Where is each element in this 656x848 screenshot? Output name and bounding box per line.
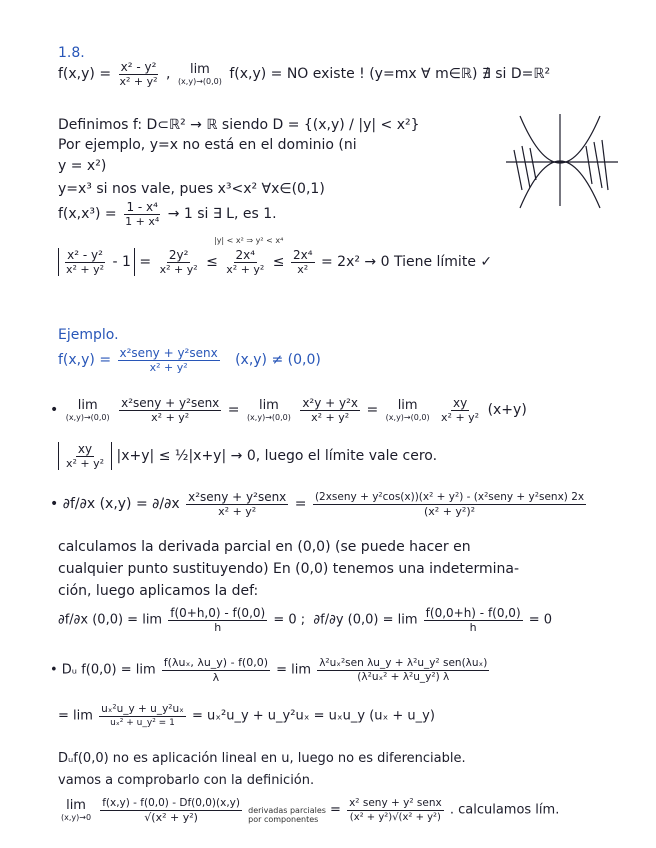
partials-note: derivadas parciales por componentes [248,806,326,824]
example-text-3: y=x³ si nos vale, pues x³<x² ∀x∈(0,1) [58,181,325,197]
limit-computation: • lim (x,y)→(0,0) $\frac{\text{x²seny + y²senx}}{\text{x² + y²}}$ = lim (x,y)→(0,0) $\frac{\text{x²y + y²x}}{\text{x² + y²}}$ = lim (x,y)→(0,0) $\frac{xy}{\text{x² + y²}}$ (x+y) [50,396,527,424]
inequality-note: |y| < x² ⇒ y² < x⁴ [214,236,284,245]
explanation-1: calculamos la derivada parcial en (0,0) (se puede hacer en [58,539,471,555]
differentiability-limit: lim (x,y)→0 $\frac{f(x,y) - f(0,0) - Df(0,0)(x,y)}{\text{√(x² + y²)}}$ derivadas parciales por componentes = $\frac{\text{x² seny + y² senx}}{\text{(x² + y²)√(x² + y²)}}$ . calculamos lím. [61,797,560,824]
example-heading: Ejemplo. [58,327,119,343]
partials-at-origin: ∂f/∂x (0,0) = lim $\frac{f(0+h,0) - f(0,0)}{h}$ = 0 ; ∂f/∂y (0,0) = lim $\frac{f(0,0+h) - f(0,0)}{h}$ = 0 [58,606,553,634]
example-function: f(x,y) = $\frac{\text{x²seny + y²senx}}{\text{x² + y²}}$ (x,y) ≠ (0,0) [58,346,321,374]
domain-definition: Definimos f: D⊂ℝ² → ℝ siendo D = {(x,y) / |y| < x²} [58,117,420,133]
definition-line-1: f(x,y) = $\frac{\text{x² - y²}}{\text{x² + y²}}$ , lim (x,y)→(0,0) f(x,y) = NO existe ! (y=mx ∀ m∈ℝ) ∄ si D=ℝ² [58,60,551,88]
limit-along-curve: f(x,x³) = $\frac{\text{1 - x⁴}}{\text{1 + x⁴}}$ → 1 si ∃ L, es 1. [58,200,277,228]
conclusion-not-differentiable: Dᵤf(0,0) no es aplicación lineal en u, luego no es diferenciable. [58,751,466,766]
directional-derivative: • Dᵤ f(0,0) = lim $\frac{\text{f(λuₓ, λu\_y) - f(0,0)}}{\lambda}$ = lim $\frac{\text{λ²uₓ²sen λu\_y + λ²u\_y² sen(λuₓ)}}{\text{(λ²uₓ² + λ²u\_y²) λ}}$ [50,656,488,684]
example-text-2: y = x²) [58,158,107,174]
section-number: 1.8. [58,45,85,61]
example-text-1: Por ejemplo, y=x no está en el dominio (ni [58,137,357,153]
partial-derivative-formula: • ∂f/∂x (x,y) = ∂/∂x $\frac{\text{x²seny + y²senx}}{\text{x² + y²}}$ = $\frac{\text{(2xseny + y²cos(x))(x² + y²) - (x²seny + y²senx) 2x}}{\text{(x² + y²)²}}$ [50,490,585,518]
bound-inequality: $\frac{\text{x² - y²}}{\text{x² + y²}}$ - 1 = $\frac{\text{2y²}}{\text{x² + y²}}$ ≤ $\frac{\text{2x⁴}}{\text{x² + y²}}$ ≤ $\frac{\text{2x⁴}}{\text{x²}}$ = 2x² → 0 Tiene límite ✓ [58,248,492,276]
explanation-3: ción, luego aplicamos la def: [58,583,259,599]
limit-bound: $\frac{xy}{\text{x² + y²}}$ |x+y| ≤ ½|x+y| → 0, luego el límite vale cero. [58,442,437,470]
parabola-sketch [502,110,622,210]
directional-derivative-result: = lim $\frac{\text{uₓ²u\_y + u\_y²uₓ}}{\text{uₓ² + u\_y² = 1}}$ = uₓ²u_y + u_y²uₓ = uₓu_y (uₓ + u_y) [58,703,435,728]
explanation-2: cualquier punto sustituyendo) En (0,0) tenemos una indetermina- [58,561,520,577]
check-with-definition: vamos a comprobarlo con la definición. [58,773,315,788]
